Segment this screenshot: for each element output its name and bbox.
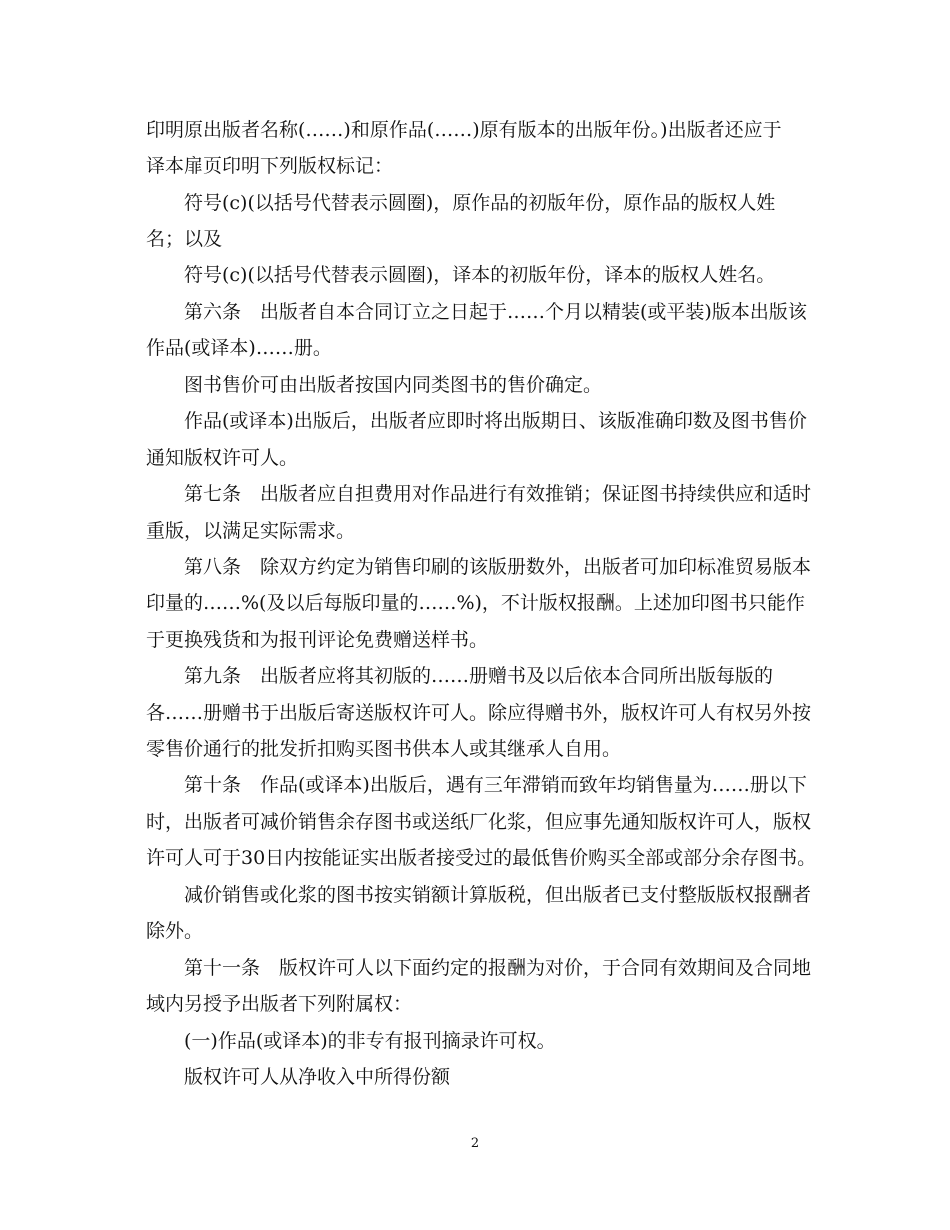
text-line: 第六条 出版者自本合同订立之日起于……个月以精装(或平装)版本出版该 [184,301,807,323]
text-line: 印量的……%(及以后每版印量的……%)，不计版权报酬。上述加印图书只能作 [146,592,805,614]
text-line: 各……册赠书于出版后寄送版权许可人。除应得赠书外，版权许可人有权另外按 [146,702,812,724]
text-line: 第九条 出版者应将其初版的……册赠书及以后依本合同所出版每版的 [184,665,774,687]
text-line: 作品(或译本)出版后，出版者应即时将出版期日、该版准确印数及图书售价 [184,410,807,432]
text-line: 除外。 [146,920,204,942]
text-line: 符号(c)(以括号代替表示圆圈)，译本的初版年份，译本的版权人姓名。 [184,264,776,286]
text-line: 译本扉页印明下列版权标记： [146,155,394,177]
text-line: 作品(或译本)……册。 [146,337,332,359]
text-line: 于更换残货和为报刊评论免费赠送样书。 [146,629,489,651]
text-line: 第八条 除双方约定为销售印刷的该版册数外，出版者可加印标准贸易版本 [184,556,812,578]
text-line: 符号(c)(以括号代替表示圆圈)，原作品的初版年份，原作品的版权人姓 [184,192,776,214]
text-line: 图书售价可由出版者按国内同类图书的售价确定。 [184,374,603,396]
text-line: 第十一条 版权许可人以下面约定的报酬为对价，于合同有效期间及合同地 [184,957,812,979]
text-line: 版权许可人从净收入中所得份额 [184,1066,451,1088]
text-line: 时，出版者可减价销售余存图书或送纸厂化浆，但应事先通知版权许可人，版权 [146,811,812,833]
page-number: 2 [470,1136,480,1151]
text-line: (一)作品(或译本)的非专有报刊摘录许可权。 [184,1030,556,1052]
text-line: 重版，以满足实际需求。 [146,520,356,542]
text-line: 通知版权许可人。 [146,447,299,469]
text-line: 域内另授予出版者下列附属权： [146,993,413,1015]
text-line: 第七条 出版者应自担费用对作品进行有效推销；保证图书持续供应和适时 [184,483,812,505]
text-line: 第十条 作品(或译本)出版后，遇有三年滞销而致年均销售量为……册以下 [184,774,807,796]
text-line: 许可人可于30日内按能证实出版者接受过的最低售价购买全部或部分余存图书。 [146,847,817,869]
text-line: 印明原出版者名称(……)和原作品(……)原有版本的出版年份。)出版者还应于 [146,119,782,141]
text-line: 减价销售或化浆的图书按实销额计算版税，但出版者已支付整版版权报酬者 [184,884,812,906]
text-line: 零售价通行的批发折扣购买图书供本人或其继承人自用。 [146,738,622,760]
text-line: 名；以及 [146,228,223,250]
